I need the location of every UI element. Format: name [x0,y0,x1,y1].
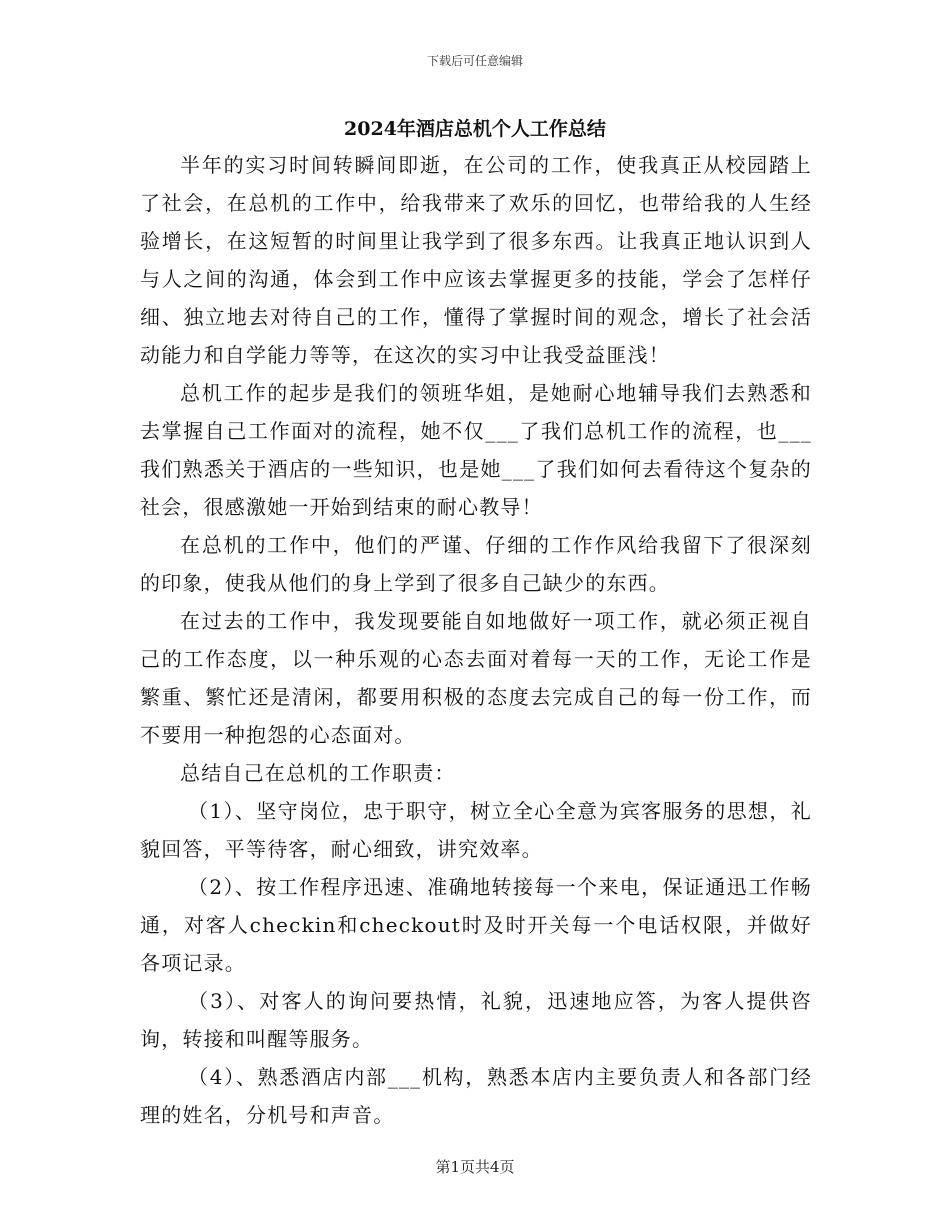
document-body [140,146,812,1134]
paragraph-supervisor: 总机工作的起步是我们的领班华姐，是她耐心地辅导我们去熟悉和去掌握自己工作面对的流程，她不仅___了我们总机工作的流程，也___我们熟悉关于酒店的一些知识，也是她___了我们如何去看待这个复杂的社会，很感激她一开始到结束的耐心教导！ [140,381,812,519]
paragraph-colleagues: 在总机的工作中，他们的严谨、仔细的工作作风给我留下了很深刻的印象，使我从他们的身上学到了很多自己缺少的东西。 [140,533,812,595]
duty-item-1: （1）、坚守岗位，忠于职守，树立全心全意为宾客服务的思想，礼貌回答，平等待客，耐心细致，讲究效率。 [140,799,812,861]
paragraph-attitude: 在过去的工作中，我发现要能自如地做好一项工作，就必须正视自己的工作态度，以一种乐观的心态去面对着每一天的工作，无论工作是繁重、繁忙还是清闲，都要用积极的态度去完成自己的每一份工作，而不要用一种抱怨的心态面对。 [140,609,812,747]
duty-item-4: （4）、熟悉酒店内部___机构，熟悉本店内主要负责人和各部门经理的姓名，分机号和声音。 [140,1065,812,1127]
paragraph-duties-heading: 总结自己在总机的工作职责： [180,761,456,785]
duty-item-2: （2）、按工作程序迅速、准确地转接每一个来电，保证通迅工作畅通，对客人checkin和checkout时及时开关每一个电话权限，并做好各项记录。 [140,875,812,975]
duty-item-3: （3）、对客人的询问要热情，礼貌，迅速地应答，为客人提供咨询，转接和叫醒等服务。 [140,989,812,1051]
page-number: 第1页共4页 [435,1158,515,1176]
paragraph-intro: 半年的实习时间转瞬间即逝，在公司的工作，使我真正从校园踏上了社会，在总机的工作中，给我带来了欢乐的回忆，也带给我的人生经验增长，在这短暂的时间里让我学到了很多东西。让我真正地认识到人与人之间的沟通，体会到工作中应该去掌握更多的技能，学会了怎样仔细、独立地去对待自己的工作，懂得了掌握时间的观念，增长了社会活动能力和自学能力等等，在这次的实习中让我受益匪浅！ [140,153,812,367]
document-title: 2024年酒店总机个人工作总结 [344,118,606,140]
header-note: 下载后可任意编辑 [426,54,523,68]
